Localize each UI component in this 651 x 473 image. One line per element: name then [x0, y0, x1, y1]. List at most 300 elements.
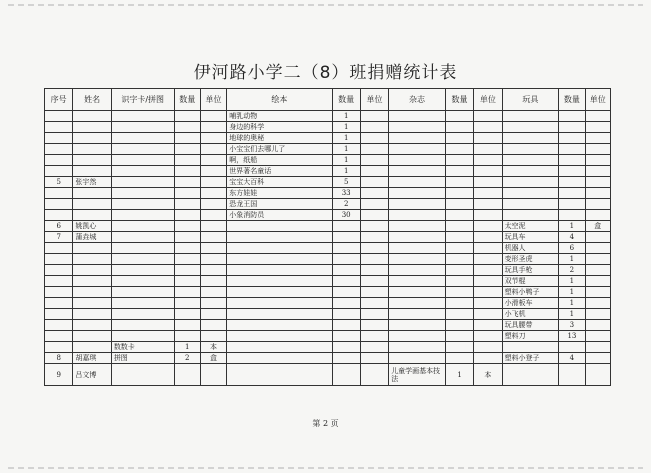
table-cell [389, 243, 446, 254]
table-cell [360, 331, 388, 342]
table-cell [174, 243, 200, 254]
table-cell [360, 221, 388, 232]
table-cell [474, 144, 502, 155]
table-cell [227, 232, 332, 243]
table-cell [45, 254, 73, 265]
table-cell [73, 309, 111, 320]
table-cell [227, 320, 332, 331]
table-cell [111, 243, 174, 254]
table-cell [360, 144, 388, 155]
table-cell [111, 309, 174, 320]
table-row [45, 144, 611, 155]
table-cell [389, 221, 446, 232]
table-cell [474, 232, 502, 243]
table-cell [332, 364, 360, 386]
table-cell [502, 133, 559, 144]
table-cell [445, 188, 473, 199]
table-cell [502, 111, 559, 122]
table-cell [45, 111, 73, 122]
column-header: 单位 [474, 89, 502, 111]
table-cell: 1 [332, 166, 360, 177]
table-cell [389, 353, 446, 364]
table-cell [45, 133, 73, 144]
table-cell [445, 254, 473, 265]
table-cell [445, 155, 473, 166]
table-cell [200, 155, 226, 166]
table-cell [445, 144, 473, 155]
table-cell [585, 298, 610, 309]
table-cell [174, 188, 200, 199]
table-cell [174, 298, 200, 309]
table-cell [73, 155, 111, 166]
table-cell [389, 232, 446, 243]
table-row [45, 122, 611, 133]
column-header: 序号 [45, 89, 73, 111]
table-cell [174, 320, 200, 331]
table-cell [445, 331, 473, 342]
table-cell [445, 298, 473, 309]
table-cell [45, 320, 73, 331]
table-cell [445, 221, 473, 232]
table-cell: 玩具腰带 [502, 320, 559, 331]
table-cell [502, 188, 559, 199]
table-cell [559, 210, 585, 221]
table-cell: 玩具手枪 [502, 265, 559, 276]
table-cell [389, 331, 446, 342]
table-cell [227, 353, 332, 364]
page-edge-top [8, 4, 643, 6]
table-cell: 塑料小登子 [502, 353, 559, 364]
table-cell [360, 276, 388, 287]
table-cell [227, 298, 332, 309]
table-cell: 1 [559, 309, 585, 320]
table-cell [474, 320, 502, 331]
table-cell [45, 331, 73, 342]
table-cell [174, 199, 200, 210]
column-header: 单位 [200, 89, 226, 111]
table-cell [559, 133, 585, 144]
table-cell: 7 [45, 232, 73, 243]
table-cell [360, 353, 388, 364]
table-cell: 1 [332, 133, 360, 144]
table-cell [332, 287, 360, 298]
table-cell [111, 221, 174, 232]
table-cell: 地球的奥秘 [227, 133, 332, 144]
table-cell [559, 364, 585, 386]
table-cell [585, 287, 610, 298]
table-cell: 4 [559, 232, 585, 243]
table-row [45, 232, 611, 243]
table-cell [389, 111, 446, 122]
table-cell [45, 144, 73, 155]
table-cell [332, 309, 360, 320]
table-cell [200, 298, 226, 309]
table-cell: 1 [332, 111, 360, 122]
column-header: 玩具 [502, 89, 559, 111]
table-cell [445, 276, 473, 287]
table-cell [73, 210, 111, 221]
table-cell: 6 [559, 243, 585, 254]
table-cell [559, 188, 585, 199]
column-header: 杂志 [389, 89, 446, 111]
table-cell: 2 [559, 265, 585, 276]
table-cell [174, 111, 200, 122]
table-cell [45, 309, 73, 320]
table-cell: 小象消防员 [227, 210, 332, 221]
table-cell [73, 320, 111, 331]
table-cell [200, 210, 226, 221]
table-cell [73, 276, 111, 287]
table-cell [174, 144, 200, 155]
table-cell [360, 265, 388, 276]
table-cell [474, 111, 502, 122]
column-header: 数量 [332, 89, 360, 111]
table-cell [332, 232, 360, 243]
table-cell [474, 254, 502, 265]
table-row [45, 364, 611, 386]
table-cell [227, 287, 332, 298]
table-cell: 1 [559, 298, 585, 309]
table-cell: 本 [474, 364, 502, 386]
table-cell [111, 298, 174, 309]
table-cell: 身边的科学 [227, 122, 332, 133]
table-cell [174, 254, 200, 265]
table-cell [111, 320, 174, 331]
table-cell [360, 309, 388, 320]
table-cell [502, 199, 559, 210]
table-cell [111, 177, 174, 188]
table-cell [585, 232, 610, 243]
table-cell [332, 265, 360, 276]
table-cell [559, 166, 585, 177]
table-cell [445, 210, 473, 221]
table-cell [559, 111, 585, 122]
table-cell [445, 199, 473, 210]
column-header: 单位 [360, 89, 388, 111]
table-cell [389, 133, 446, 144]
table-cell: 拼图 [111, 353, 174, 364]
table-cell [474, 199, 502, 210]
table-cell: 9 [45, 364, 73, 386]
table-row [45, 254, 611, 265]
table-cell: 6 [45, 221, 73, 232]
table-cell [111, 122, 174, 133]
table-cell: 1 [559, 254, 585, 265]
table-cell [389, 122, 446, 133]
table-cell: 小飞机 [502, 309, 559, 320]
column-header: 姓名 [73, 89, 111, 111]
table-cell [360, 287, 388, 298]
table-cell [474, 166, 502, 177]
table-cell [585, 210, 610, 221]
table-cell: 2 [174, 353, 200, 364]
table-cell [559, 199, 585, 210]
table-cell: 8 [45, 353, 73, 364]
table-cell [332, 243, 360, 254]
table-cell [585, 122, 610, 133]
header-row [45, 89, 611, 111]
table-cell [45, 199, 73, 210]
table-cell [585, 177, 610, 188]
table-row [45, 309, 611, 320]
table-cell [360, 298, 388, 309]
table-cell [445, 166, 473, 177]
table-cell: 张宇然 [73, 177, 111, 188]
table-cell: 啊，纸船 [227, 155, 332, 166]
table-cell [227, 331, 332, 342]
table-cell [474, 309, 502, 320]
table-cell [174, 276, 200, 287]
table-cell [360, 254, 388, 265]
table-cell [200, 276, 226, 287]
table-cell [111, 144, 174, 155]
table-cell: 世界著名童话 [227, 166, 332, 177]
table-cell [585, 254, 610, 265]
table-cell [111, 111, 174, 122]
table-cell [389, 199, 446, 210]
table-cell [360, 364, 388, 386]
table-cell [73, 199, 111, 210]
table-cell [445, 243, 473, 254]
table-cell: 1 [559, 276, 585, 287]
table-cell [585, 320, 610, 331]
table-cell [445, 111, 473, 122]
table-cell [73, 298, 111, 309]
table-row [45, 353, 611, 364]
table-cell [200, 364, 226, 386]
table-cell [474, 221, 502, 232]
table-cell [445, 122, 473, 133]
table-cell [502, 177, 559, 188]
table-row [45, 111, 611, 122]
table-cell [585, 353, 610, 364]
table-cell [585, 364, 610, 386]
table-cell: 变形圣虎 [502, 254, 559, 265]
table-cell [585, 309, 610, 320]
table-cell [585, 111, 610, 122]
table-cell [111, 331, 174, 342]
table-cell [200, 221, 226, 232]
table-cell [45, 342, 73, 353]
table-cell [585, 199, 610, 210]
table-cell: 盒 [585, 221, 610, 232]
table-cell [174, 309, 200, 320]
table-cell [502, 144, 559, 155]
table-cell [445, 309, 473, 320]
table-cell [585, 243, 610, 254]
table-cell [332, 331, 360, 342]
table-cell [332, 320, 360, 331]
table-row [45, 221, 611, 232]
table-cell [200, 309, 226, 320]
table-cell: 13 [559, 331, 585, 342]
table-cell: 1 [332, 122, 360, 133]
table-cell: 盒 [200, 353, 226, 364]
table-cell [360, 122, 388, 133]
table-cell [332, 298, 360, 309]
table-cell [73, 111, 111, 122]
table-cell: 1 [332, 144, 360, 155]
table-cell [174, 331, 200, 342]
table-cell [174, 210, 200, 221]
table-cell [502, 155, 559, 166]
page-title: 伊河路小学二（8）班捐赠统计表 [193, 63, 458, 83]
table-row [45, 320, 611, 331]
table-cell: 30 [332, 210, 360, 221]
table-cell [389, 177, 446, 188]
table-cell [474, 210, 502, 221]
table-cell [111, 254, 174, 265]
table-cell [73, 342, 111, 353]
table-cell [474, 353, 502, 364]
table-cell [200, 287, 226, 298]
table-cell: 1 [174, 342, 200, 353]
table-cell [174, 155, 200, 166]
table-cell [73, 331, 111, 342]
table-cell [73, 265, 111, 276]
table-cell: 5 [332, 177, 360, 188]
table-row [45, 331, 611, 342]
table-cell [174, 232, 200, 243]
table-cell: 姚凯心 [73, 221, 111, 232]
table-cell [502, 342, 559, 353]
column-header: 绘本 [227, 89, 332, 111]
table-cell [174, 364, 200, 386]
table-cell [174, 133, 200, 144]
table-cell [332, 342, 360, 353]
table-cell [111, 265, 174, 276]
table-cell [332, 221, 360, 232]
table-cell [474, 342, 502, 353]
table-cell [200, 122, 226, 133]
table-cell [332, 254, 360, 265]
table-cell [389, 210, 446, 221]
table-cell [559, 342, 585, 353]
table-cell: 玩具车 [502, 232, 559, 243]
table-cell: 蒲垚城 [73, 232, 111, 243]
column-header: 识字卡/拼图 [111, 89, 174, 111]
table-cell [227, 221, 332, 232]
table-row [45, 210, 611, 221]
table-cell [45, 155, 73, 166]
table-cell: 1 [559, 287, 585, 298]
table-cell: 数数卡 [111, 342, 174, 353]
table-cell [445, 320, 473, 331]
table-cell [73, 144, 111, 155]
table-cell [111, 232, 174, 243]
table-cell: 3 [559, 320, 585, 331]
table-cell [73, 287, 111, 298]
table-cell [174, 265, 200, 276]
table-cell [389, 265, 446, 276]
table-cell [389, 144, 446, 155]
table-cell [227, 309, 332, 320]
table-cell [585, 133, 610, 144]
table-cell [200, 265, 226, 276]
table-cell [445, 353, 473, 364]
table-cell [389, 276, 446, 287]
table-cell [559, 144, 585, 155]
table-cell [200, 254, 226, 265]
table-cell [227, 265, 332, 276]
table-cell [45, 210, 73, 221]
table-cell [174, 221, 200, 232]
table-cell: 小滑板车 [502, 298, 559, 309]
table-row [45, 177, 611, 188]
table-cell: 5 [45, 177, 73, 188]
table-cell: 吕文博 [73, 364, 111, 386]
table-row [45, 298, 611, 309]
table-cell [200, 232, 226, 243]
table-cell: 1 [332, 155, 360, 166]
table-cell [45, 287, 73, 298]
table-cell [445, 232, 473, 243]
table-cell [474, 122, 502, 133]
table-cell [174, 287, 200, 298]
table-cell: 2 [332, 199, 360, 210]
table-cell [474, 287, 502, 298]
table-cell [200, 331, 226, 342]
table-row [45, 265, 611, 276]
table-cell [360, 177, 388, 188]
table-cell: 哺乳动物 [227, 111, 332, 122]
table-cell [227, 254, 332, 265]
table-cell: 东方娃娃 [227, 188, 332, 199]
table-cell [200, 133, 226, 144]
page-number: 第 2 页 [312, 419, 339, 428]
table-cell [200, 144, 226, 155]
table-cell [360, 111, 388, 122]
table-cell [502, 210, 559, 221]
table-cell [474, 298, 502, 309]
table-cell [585, 265, 610, 276]
table-cell [174, 122, 200, 133]
table-cell [474, 133, 502, 144]
table-cell [585, 331, 610, 342]
table-cell [559, 177, 585, 188]
table-cell [585, 342, 610, 353]
table-cell [389, 155, 446, 166]
table-cell [360, 243, 388, 254]
table-cell: 4 [559, 353, 585, 364]
table-cell [389, 287, 446, 298]
table-cell [559, 155, 585, 166]
table-cell [111, 364, 174, 386]
table-cell [360, 155, 388, 166]
table-row [45, 342, 611, 353]
table-cell [474, 265, 502, 276]
table-cell [474, 188, 502, 199]
table-cell [559, 122, 585, 133]
table-cell [360, 320, 388, 331]
table-cell [445, 342, 473, 353]
table-cell [45, 188, 73, 199]
table-cell [585, 276, 610, 287]
table-cell: 宝宝大百科 [227, 177, 332, 188]
table-cell [332, 276, 360, 287]
donation-table [44, 88, 611, 386]
table-row [45, 188, 611, 199]
table-cell [200, 177, 226, 188]
table-cell [474, 243, 502, 254]
table-cell: 塑料刀 [502, 331, 559, 342]
table-cell: 本 [200, 342, 226, 353]
table-cell [445, 133, 473, 144]
table-cell [111, 166, 174, 177]
table-cell [73, 133, 111, 144]
table-cell: 太空泥 [502, 221, 559, 232]
table-row [45, 155, 611, 166]
